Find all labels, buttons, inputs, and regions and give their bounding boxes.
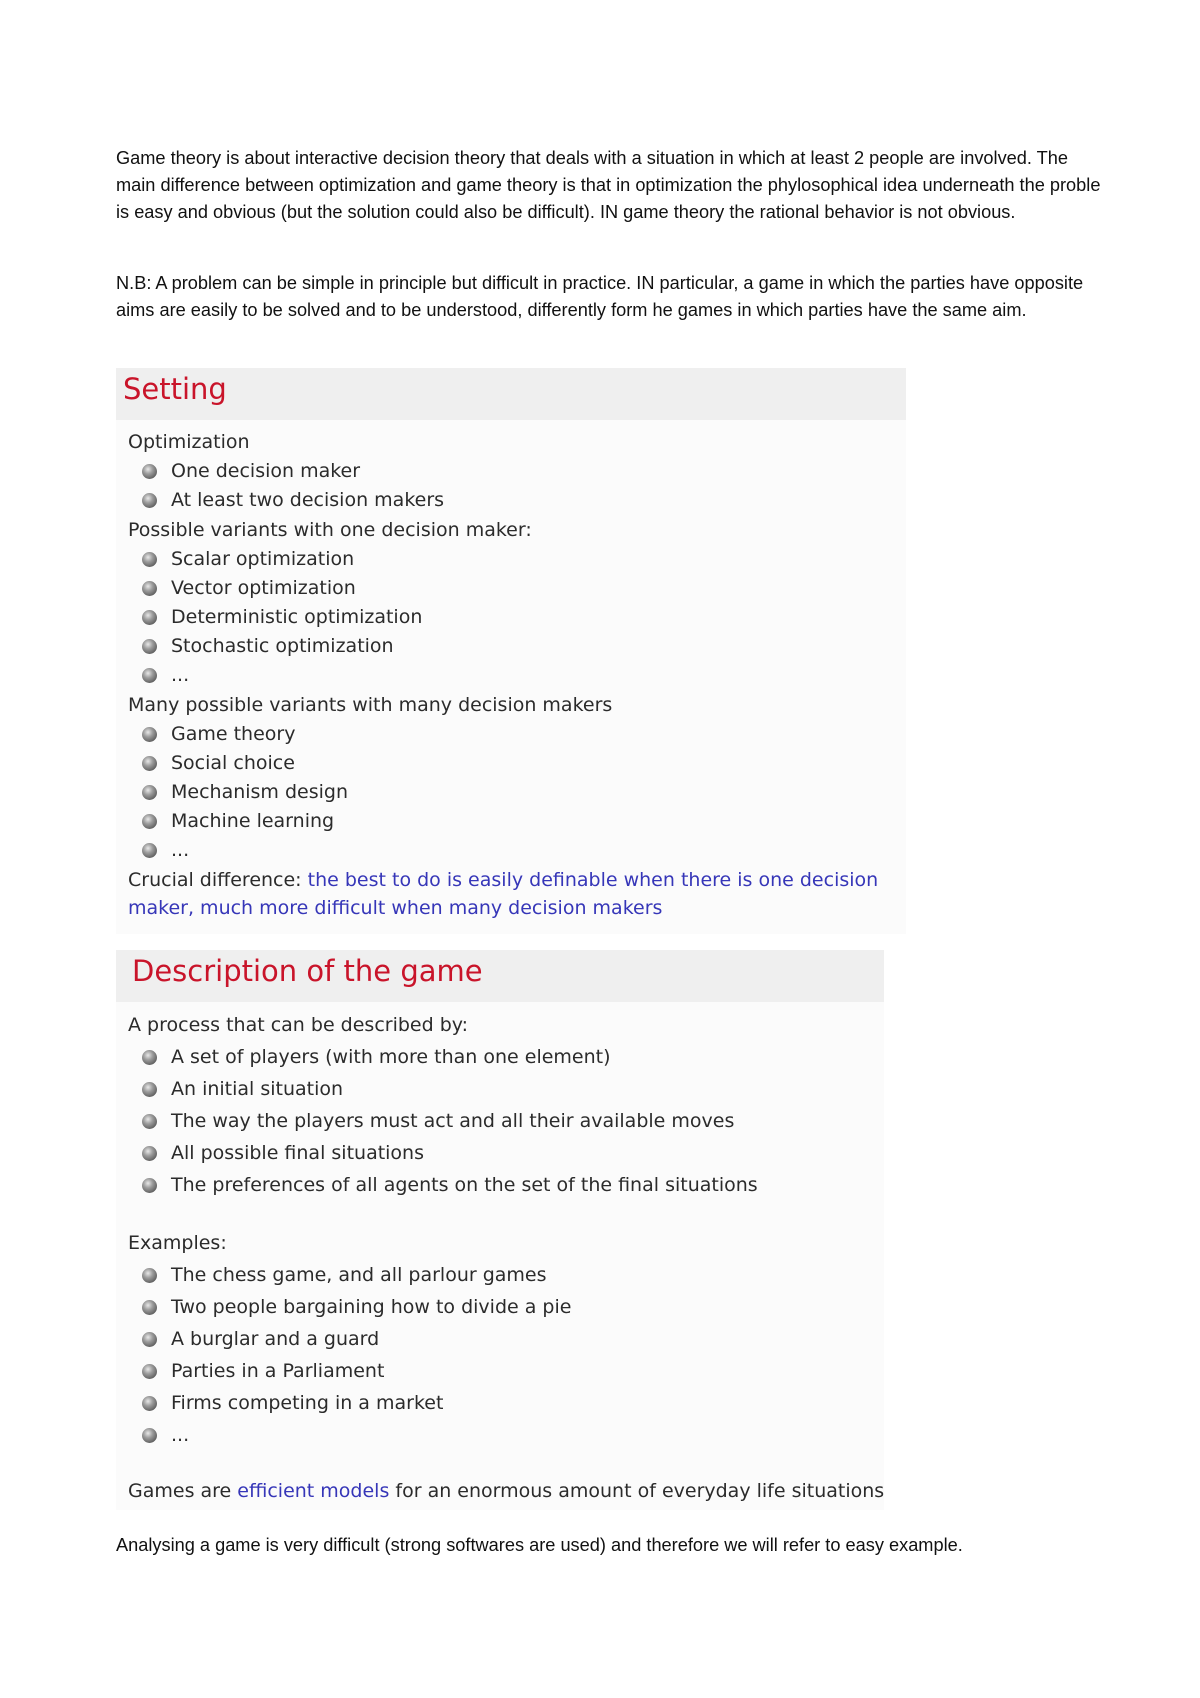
bullet-icon	[142, 1364, 157, 1379]
bullet-icon	[142, 1114, 157, 1129]
bullet-icon	[142, 1300, 157, 1315]
bullet-icon	[142, 1082, 157, 1097]
list-item: Social choice	[142, 752, 295, 774]
slide-title: Description of the game	[132, 954, 483, 988]
process-label: A process that can be described by:	[128, 1014, 469, 1036]
conclusion-prefix: Games are	[128, 1480, 232, 1502]
setting-slide	[116, 368, 906, 934]
slide-header	[116, 368, 906, 420]
optimization-label: Optimization	[128, 431, 250, 453]
list-item: Vector optimization	[142, 577, 356, 599]
list-item: ...	[142, 839, 189, 861]
list-item: The preferences of all agents on the set of the final situations	[142, 1174, 758, 1196]
list-item: Two people bargaining how to divide a pie	[142, 1296, 571, 1318]
conclusion-highlight: efficient models	[237, 1480, 390, 1502]
list-item: ...	[142, 1424, 189, 1446]
bullet-icon	[142, 639, 157, 654]
bullet-icon	[142, 581, 157, 596]
list-item: Mechanism design	[142, 781, 348, 803]
bullet-icon	[142, 668, 157, 683]
crucial-label: Crucial difference:	[128, 869, 302, 891]
bullet-icon	[142, 814, 157, 829]
intro-paragraph: Game theory is about interactive decision theory that deals with a situation in which at least 2 people are involved. The main difference between optimization and game theory is that in optimization the phylosophical idea underneath the proble is easy and obvious (but the solution could also be difficult). IN game theory the rational behavior is not obvious.	[116, 148, 1101, 222]
conclusion-suffix: for an enormous amount of everyday life situations	[395, 1480, 885, 1502]
bullet-icon	[142, 610, 157, 625]
many-makers-label: Many possible variants with many decision makers	[128, 694, 613, 716]
list-item: A set of players (with more than one element)	[142, 1046, 611, 1068]
description-slide	[116, 950, 884, 1510]
one-maker-label: Possible variants with one decision maker:	[128, 519, 532, 541]
list-item: An initial situation	[142, 1078, 343, 1100]
bullet-icon	[142, 1178, 157, 1193]
list-item: A burglar and a guard	[142, 1328, 379, 1350]
bullet-icon	[142, 727, 157, 742]
list-item: Stochastic optimization	[142, 635, 394, 657]
nb-paragraph: N.B: A problem can be simple in principle but difficult in practice. IN particular, a game in which the parties have opposite aims are easily to be solved and to be understood, differently form he games in which parties have the same aim.	[116, 273, 1084, 320]
list-item: All possible final situations	[142, 1142, 424, 1164]
bullet-icon	[142, 785, 157, 800]
bullet-icon	[142, 756, 157, 771]
crucial-text-cont: maker, much more difficult when many decision makers	[128, 897, 663, 919]
list-item: The chess game, and all parlour games	[142, 1264, 547, 1286]
list-item: Deterministic optimization	[142, 606, 422, 628]
bullet-icon	[142, 493, 157, 508]
examples-label: Examples:	[128, 1232, 227, 1254]
list-item: Game theory	[142, 723, 295, 745]
bullet-icon	[142, 1146, 157, 1161]
list-item: Parties in a Parliament	[142, 1360, 384, 1382]
list-item: At least two decision makers	[142, 489, 444, 511]
slide-title: Setting	[123, 372, 227, 406]
crucial-text: the best to do is easily definable when there is one decision	[307, 869, 879, 891]
list-item: The way the players must act and all their available moves	[142, 1110, 734, 1132]
closing-paragraph: Analysing a game is very difficult (strong softwares are used) and therefore we will refer to easy example.	[116, 1535, 963, 1555]
bullet-icon	[142, 843, 157, 858]
list-item: ...	[142, 664, 189, 686]
bullet-icon	[142, 1332, 157, 1347]
slide-header	[116, 950, 884, 1002]
list-item: Machine learning	[142, 810, 334, 832]
bullet-icon	[142, 552, 157, 567]
list-item: Scalar optimization	[142, 548, 354, 570]
bullet-icon	[142, 1050, 157, 1065]
bullet-icon	[142, 464, 157, 479]
conclusion	[128, 1480, 884, 1502]
crucial-difference	[128, 869, 878, 891]
list-item: Firms competing in a market	[142, 1392, 443, 1414]
bullet-icon	[142, 1428, 157, 1443]
list-item: One decision maker	[142, 460, 360, 482]
bullet-icon	[142, 1268, 157, 1283]
bullet-icon	[142, 1396, 157, 1411]
